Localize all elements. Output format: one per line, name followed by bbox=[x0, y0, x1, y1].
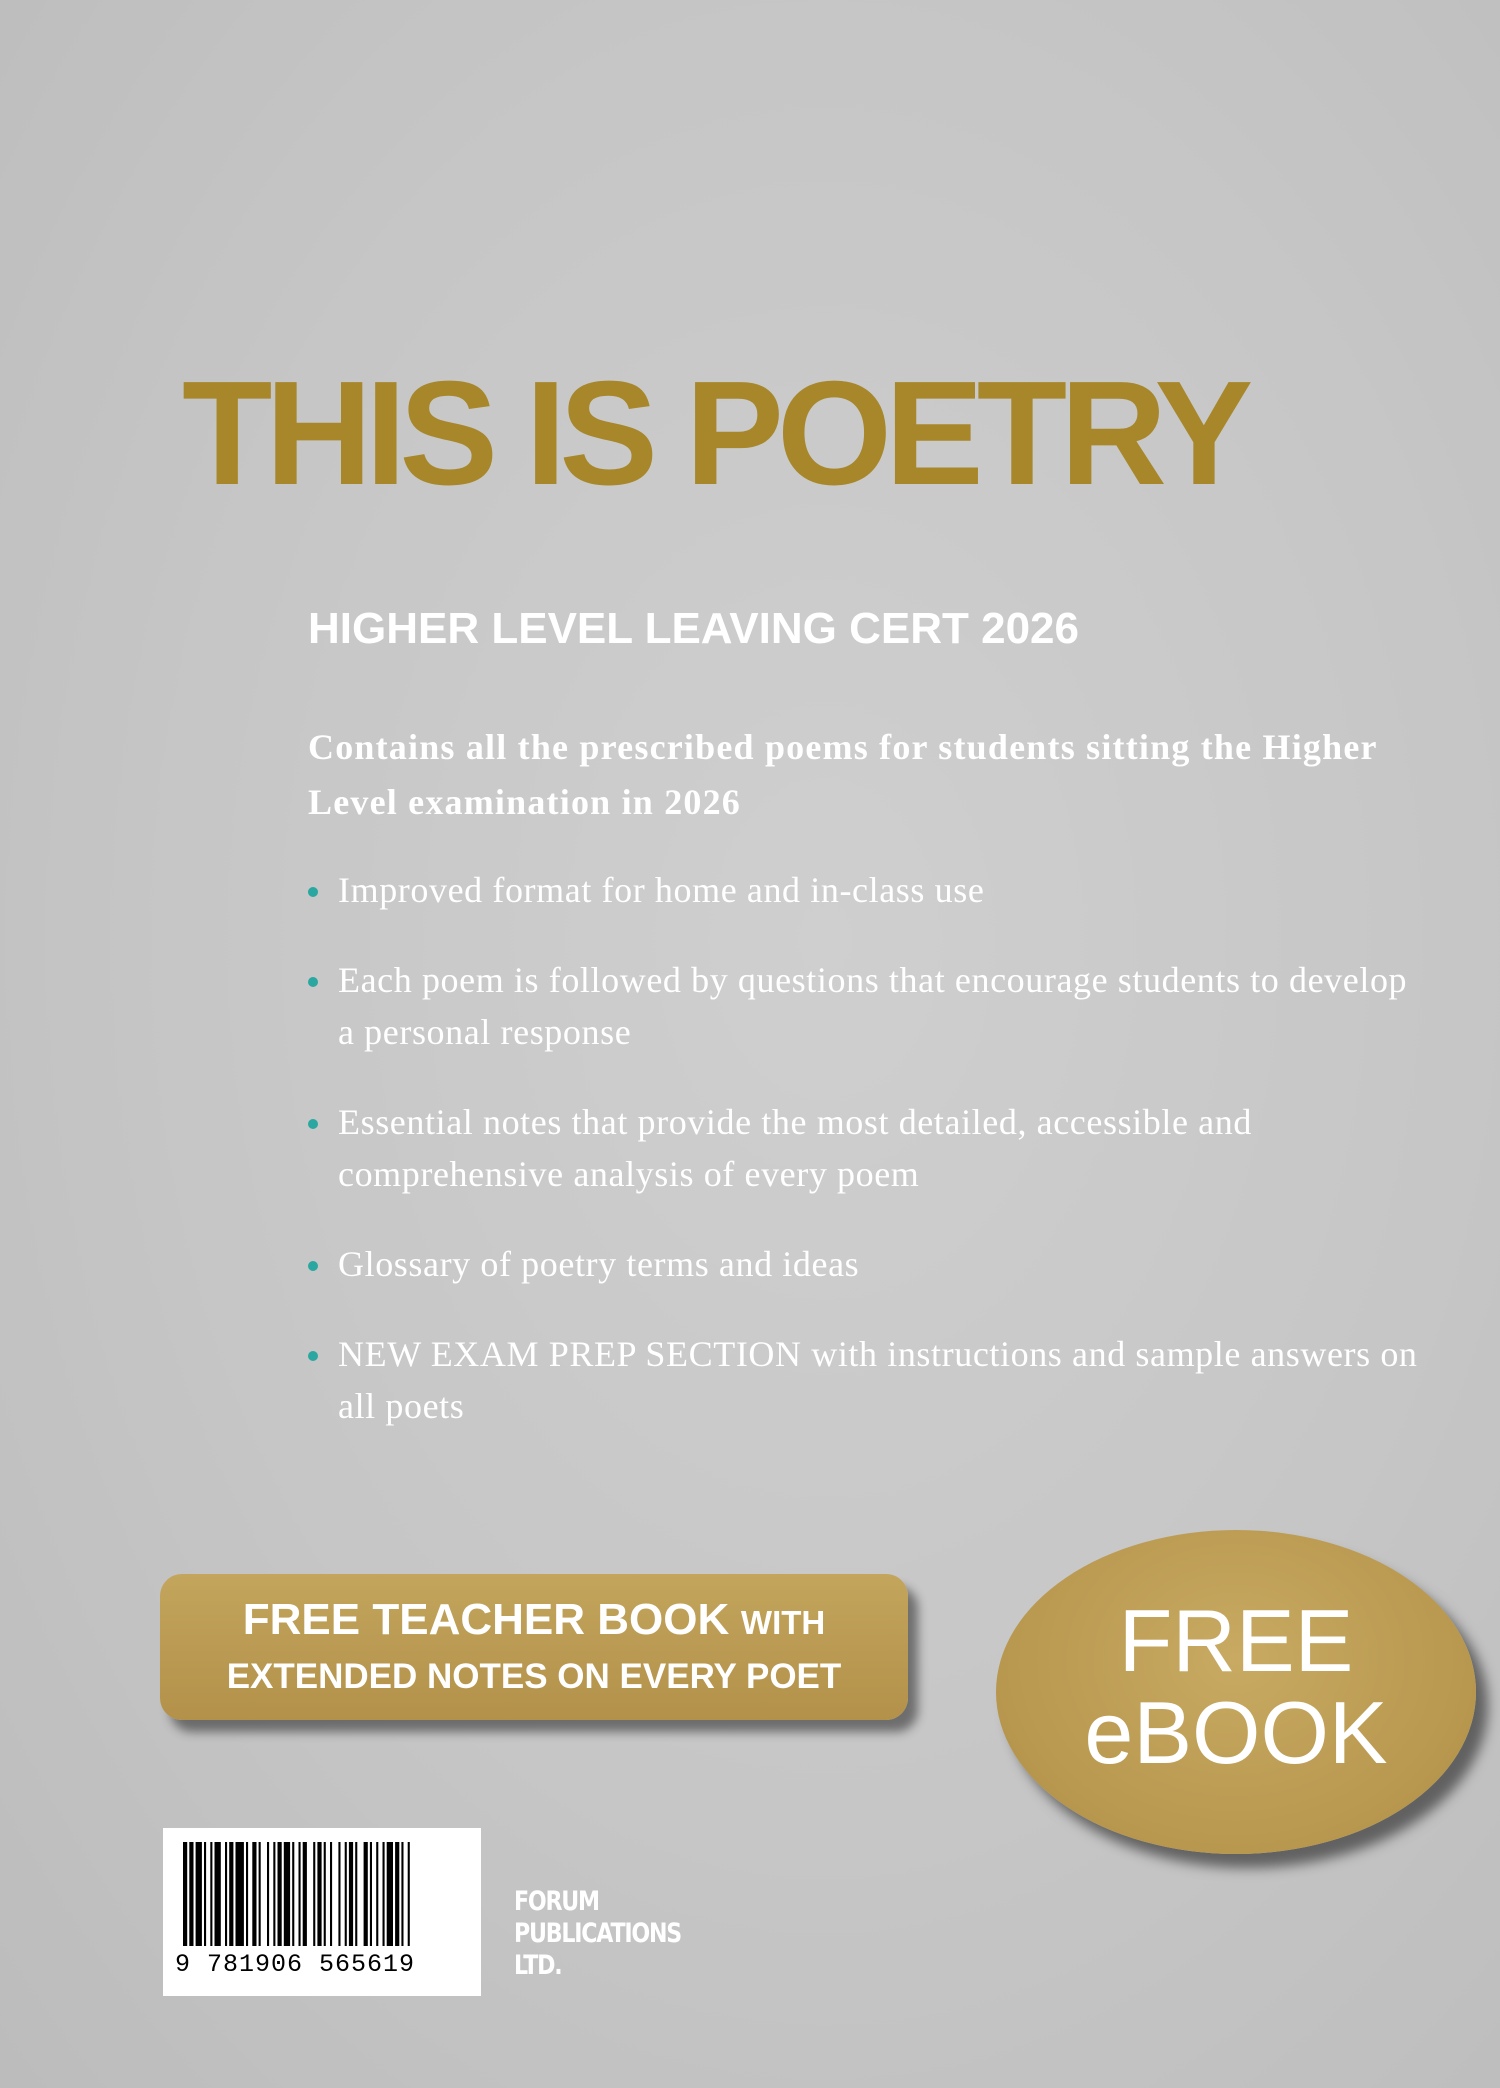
barcode-bar bbox=[246, 1842, 248, 1946]
book-subtitle: HIGHER LEVEL LEAVING CERT 2026 bbox=[308, 604, 1079, 653]
barcode-bar bbox=[183, 1842, 187, 1946]
barcode-bar bbox=[273, 1842, 275, 1946]
teacher-banner-line2: EXTENDED NOTES ON EVERY POET bbox=[226, 1657, 842, 1696]
barcode-bar bbox=[259, 1842, 261, 1946]
barcode-bar bbox=[299, 1842, 301, 1946]
barcode-bar bbox=[196, 1842, 202, 1946]
barcode-bar bbox=[189, 1842, 193, 1946]
barcode-bar bbox=[267, 1842, 269, 1946]
publisher-line1: FORUM bbox=[514, 1886, 599, 1917]
feature-text: Each poem is followed by questions that encourage students to develop a personal response bbox=[338, 960, 1408, 1052]
barcode-bar bbox=[355, 1842, 357, 1946]
isbn-barcode bbox=[163, 1828, 481, 1996]
barcode-bar bbox=[364, 1842, 368, 1946]
barcode-bar bbox=[303, 1842, 307, 1946]
barcode-bar bbox=[229, 1842, 233, 1946]
ebook-badge-line1: FREE bbox=[1118, 1591, 1354, 1690]
teacher-book-banner bbox=[160, 1574, 908, 1720]
barcode-bar bbox=[324, 1842, 326, 1946]
barcode-bar bbox=[284, 1842, 290, 1946]
feature-item bbox=[308, 954, 1428, 1058]
publisher-logo bbox=[514, 1886, 681, 1982]
barcode-bar bbox=[225, 1842, 227, 1946]
teacher-banner-with: WITH bbox=[740, 1604, 826, 1641]
barcode-bar bbox=[395, 1842, 399, 1946]
teacher-banner-highlight: FREE TEACHER BOOK bbox=[242, 1595, 730, 1644]
barcode-bar bbox=[387, 1842, 393, 1946]
publisher-line3: LTD. bbox=[514, 1950, 562, 1981]
barcode-bar bbox=[401, 1842, 403, 1946]
intro-text: Contains all the prescribed poems for students sitting the Higher Level examination in 2026 bbox=[308, 727, 1378, 822]
barcode-bars bbox=[177, 1842, 467, 1948]
barcode-bar bbox=[252, 1842, 256, 1946]
barcode-bar bbox=[317, 1842, 321, 1946]
isbn-number: 9 781906 565619 bbox=[175, 1950, 416, 1979]
feature-item bbox=[308, 864, 1428, 916]
feature-text: Glossary of poetry terms and ideas bbox=[338, 1244, 860, 1284]
barcode-bar bbox=[236, 1842, 244, 1946]
barcode-bar bbox=[376, 1842, 378, 1946]
barcode-bar bbox=[313, 1842, 315, 1946]
feature-list bbox=[308, 864, 1428, 1470]
barcode-bar bbox=[204, 1842, 206, 1946]
barcode-bar bbox=[330, 1842, 332, 1946]
bullet-dot-icon bbox=[308, 977, 318, 987]
barcode-bar bbox=[408, 1842, 410, 1946]
barcode-bar bbox=[210, 1842, 212, 1946]
feature-item bbox=[308, 1238, 1428, 1290]
feature-item bbox=[308, 1096, 1428, 1200]
barcode-bar bbox=[349, 1842, 353, 1946]
barcode-bar bbox=[292, 1842, 294, 1946]
barcode-bar bbox=[370, 1842, 372, 1946]
bullet-dot-icon bbox=[308, 1119, 318, 1129]
barcode-bar bbox=[215, 1842, 221, 1946]
bullet-dot-icon bbox=[308, 887, 318, 897]
teacher-banner-line1 bbox=[160, 1596, 908, 1647]
feature-text: Essential notes that provide the most detailed, accessible and comprehensive analysis of every poem bbox=[338, 1102, 1252, 1194]
book-title: THIS IS POETRY bbox=[182, 351, 1247, 516]
feature-item bbox=[308, 1328, 1428, 1432]
publisher-line2: PUBLICATIONS bbox=[514, 1918, 681, 1949]
bullet-dot-icon bbox=[308, 1261, 318, 1271]
free-ebook-badge bbox=[996, 1530, 1476, 1854]
barcode-bar bbox=[345, 1842, 347, 1946]
barcode-bar bbox=[383, 1842, 385, 1946]
ebook-badge-line2: eBOOK bbox=[1084, 1683, 1388, 1782]
feature-text: Improved format for home and in-class use bbox=[338, 870, 985, 910]
barcode-bar bbox=[338, 1842, 340, 1946]
feature-text: NEW EXAM PREP SECTION with instructions and sample answers on all poets bbox=[338, 1334, 1418, 1426]
bullet-dot-icon bbox=[308, 1351, 318, 1361]
barcode-bar bbox=[278, 1842, 282, 1946]
